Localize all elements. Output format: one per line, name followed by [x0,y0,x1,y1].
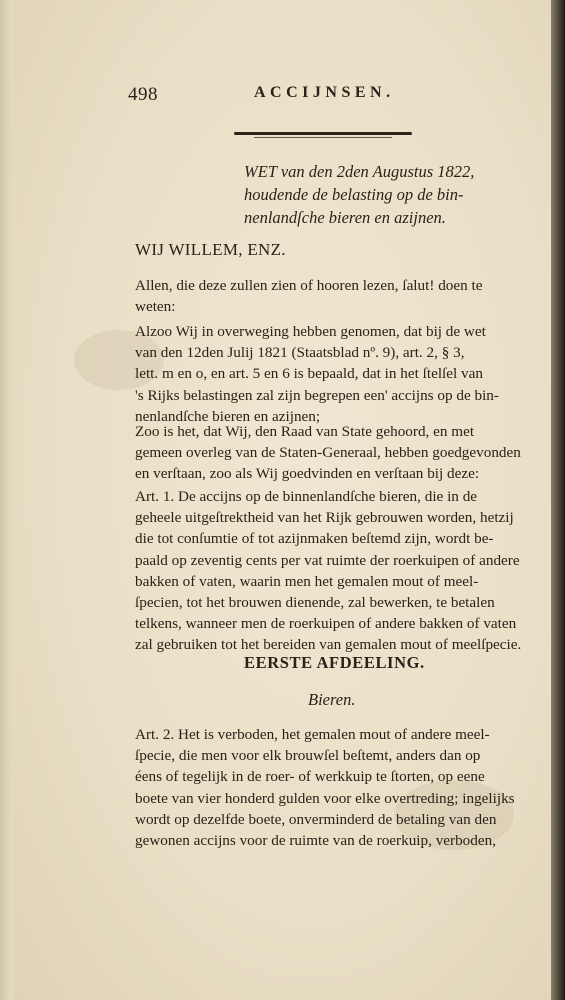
law-title-line: WET van den 2den Augustus 1822, [244,162,475,181]
text-line: paald op zeventig cents per vat ruimte der roerkuipen of andere [135,551,520,569]
text-line: Zoo is het, dat Wij, den Raad van State gehoord, en met [135,423,475,440]
section-heading: EERSTE AFDEELING. [244,653,425,672]
running-title: ACCIJNSEN. [254,84,395,101]
paragraph-enactment [135,421,525,485]
text-line: Art. 2. Het is verboden, het gemalen mout of andere meel- [135,726,490,743]
text-line: nenlandſche bieren en azijnen; [135,407,321,425]
text-line: Art. 1. De accijns op de binnenlandſche bieren, die in de [135,488,478,505]
text-line: gewonen accijns voor de ruimte van de roerkuip, verboden, [135,832,496,850]
article-1 [135,486,525,656]
text-line: die tot conſumtie of tot azijnmaken beſtemd zijn, wordt be- [135,530,494,548]
text-line: éens of tegelijk in de roer- of werkkuip te ſtorten, op eene [135,768,485,786]
header-rule [234,132,412,135]
text-line: geheele uitgeſtrektheid van het Rijk gebrouwen worden, hetzij [135,509,514,527]
text-line: ſpecien, tot het brouwen dienende, zal bewerken, te betalen [135,594,495,612]
page-edge-shadow [551,0,565,1000]
text-line: weten: [135,298,176,316]
salutation-heading: WIJ WILLEM, ENZ. [135,240,286,259]
law-title-line: houdende de belasting op de bin- [244,185,464,204]
article-2 [135,724,525,851]
text-line: zal gebruiken tot het bereiden van gemalen mout of meelſpecie. [135,636,522,654]
page-number: 498 [128,84,158,105]
text-line: bakken of vaten, waarin men het gemalen mout of meel- [135,572,479,590]
text-line: Allen, die deze zullen zien of hooren lezen, ſalut! doen te [135,277,483,294]
text-line: ſpecie, die men voor elk brouwſel beſtemt, anders dan op [135,747,481,765]
subheading: Bieren. [308,690,356,709]
text-line: wordt op dezelfde boete, onverminderd de betaling van den [135,810,497,828]
text-line: van den 12den Julij 1821 (Staatsblad nº. 9), art. 2, § 3, [135,344,465,362]
text-line: Alzoo Wij in overweging hebben genomen, dat bij de wet [135,323,486,340]
text-line: gemeen overleg van de Staten-Generaal, hebben goedgevonden [135,444,521,462]
text-line: en verſtaan, zoo als Wij goedvinden en verſtaan bij deze: [135,465,480,483]
text-line: telkens, wanneer men de roerkuipen of andere bakken of vaten [135,615,517,633]
law-title [244,160,540,229]
text-line: lett. m en o, en art. 5 en 6 is bepaald, dat in het ſtelſel van [135,365,483,383]
law-title-line: nenlandſche bieren en azijnen. [244,208,446,227]
text-line: 's Rijks belastingen zal zijn begrepen een' accijns op de bin- [135,386,499,404]
paragraph-considering [135,321,525,427]
page-header [128,84,408,108]
text-line: boete van vier honderd gulden voor elke overtreding; ingelijks [135,789,515,807]
paragraph-greeting [135,275,525,317]
